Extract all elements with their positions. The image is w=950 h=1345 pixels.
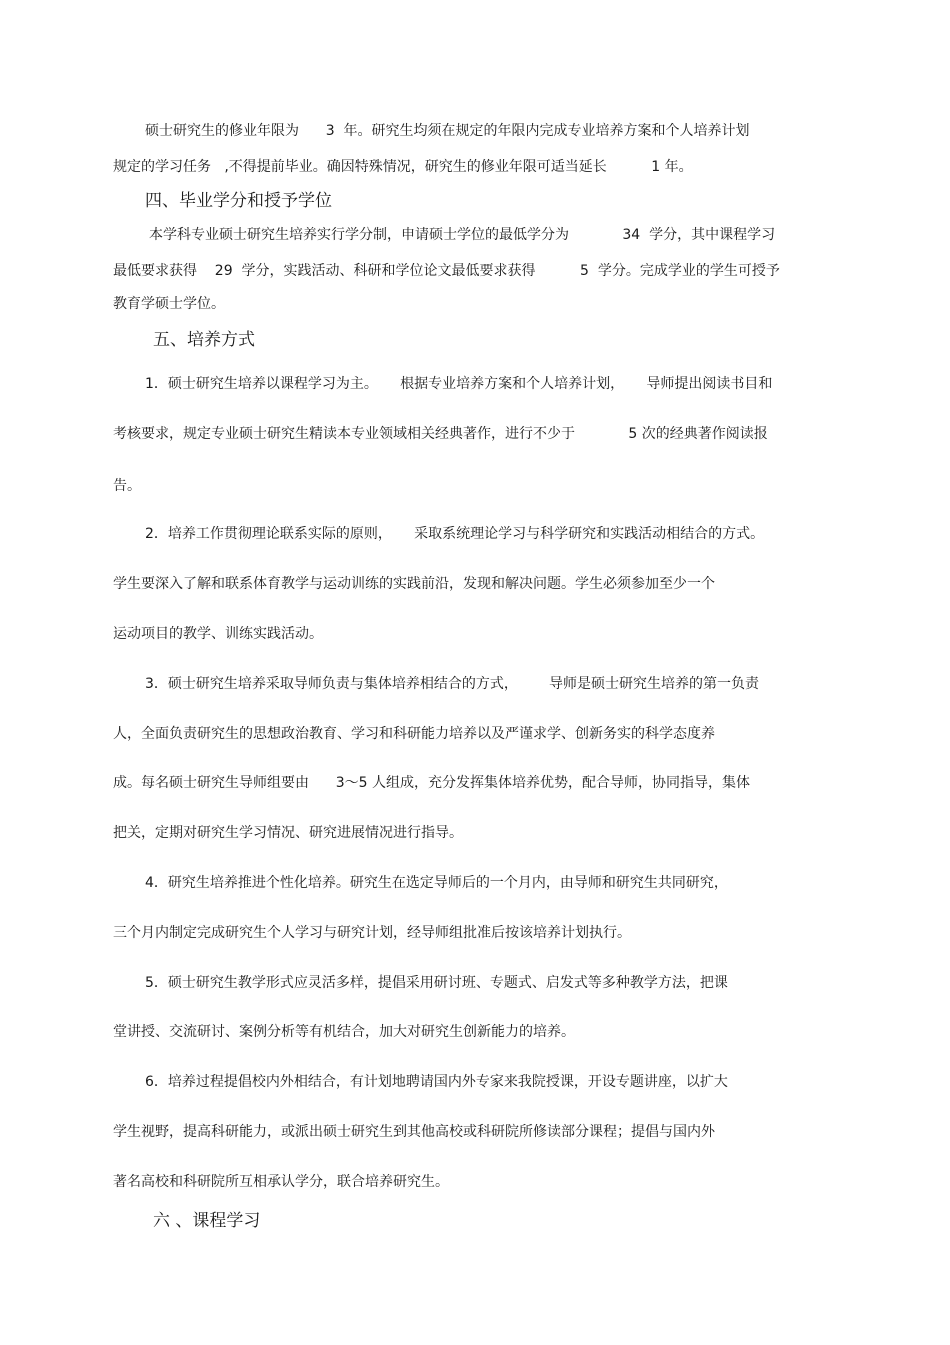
- text-line: 本学科专业硕士研究生培养实行学分制，申请硕士学位的最低学分为 34 学分，其中课程学习: [149, 227, 776, 243]
- text-line: 最低要求获得 29 学分，实践活动、科研和学位论文最低要求获得 5 学分。完成学业的学生可授予: [113, 263, 780, 279]
- text-line: 硕士研究生的修业年限为 3 年。研究生均须在规定的年限内完成专业培养方案和个人培养计划: [145, 123, 750, 139]
- section-heading: 四、毕业学分和授予学位: [145, 191, 332, 211]
- text-line: 运动项目的教学、训练实践活动。: [113, 626, 323, 642]
- section-heading: 六 、课程学习: [153, 1211, 261, 1231]
- text-line: 著名高校和科研院所互相承认学分，联合培养研究生。: [113, 1174, 449, 1190]
- text-line: 学生要深入了解和联系体育教学与运动训练的实践前沿，发现和解决问题。学生必须参加至少一个: [113, 576, 715, 592]
- text-line: 2．培养工作贯彻理论联系实际的原则， 采取系统理论学习与科学研究和实践活动相结合的方式。: [145, 526, 765, 542]
- text-line: 学生视野，提高科研能力，或派出硕士研究生到其他高校或科研院所修读部分课程；提倡与国内外: [113, 1124, 715, 1140]
- section-heading: 五、培养方式: [153, 330, 255, 350]
- text-line: 5．硕士研究生教学形式应灵活多样，提倡采用研讨班、专题式、启发式等多种教学方法，把课: [145, 975, 728, 991]
- text-line: 告。: [113, 478, 141, 494]
- text-line: 考核要求，规定专业硕士研究生精读本专业领域相关经典著作，进行不少于 5 次的经典著作阅读报: [113, 426, 768, 442]
- text-line: 4．研究生培养推进个性化培养。研究生在选定导师后的一个月内，由导师和研究生共同研究，: [145, 875, 728, 891]
- text-line: 教育学硕士学位。: [113, 296, 225, 312]
- text-line: 3．硕士研究生培养采取导师负责与集体培养相结合的方式， 导师是硕士研究生培养的第一负责: [145, 676, 760, 692]
- text-line: 1．硕士研究生培养以课程学习为主。 根据专业培养方案和个人培养计划， 导师提出阅读书目和: [145, 376, 773, 392]
- text-line: 把关，定期对研究生学习情况、研究进展情况进行指导。: [113, 825, 463, 841]
- text-line: 6．培养过程提倡校内外相结合，有计划地聘请国内外专家来我院授课，开设专题讲座，以扩大: [145, 1074, 728, 1090]
- text-line: 成。每名硕士研究生导师组要由 3～5 人组成，充分发挥集体培养优势，配合导师，协同指导，集体: [113, 775, 750, 791]
- text-line: 堂讲授、交流研讨、案例分析等有机结合，加大对研究生创新能力的培养。: [113, 1024, 575, 1040]
- text-line: 人，全面负责研究生的思想政治教育、学习和科研能力培养以及严谨求学、创新务实的科学态度养: [113, 726, 715, 742]
- text-line: 三个月内制定完成研究生个人学习与研究计划，经导师组批准后按该培养计划执行。: [113, 925, 631, 941]
- text-line: 规定的学习任务 ,不得提前毕业。确因特殊情况，研究生的修业年限可适当延长 1 年。: [113, 159, 693, 175]
